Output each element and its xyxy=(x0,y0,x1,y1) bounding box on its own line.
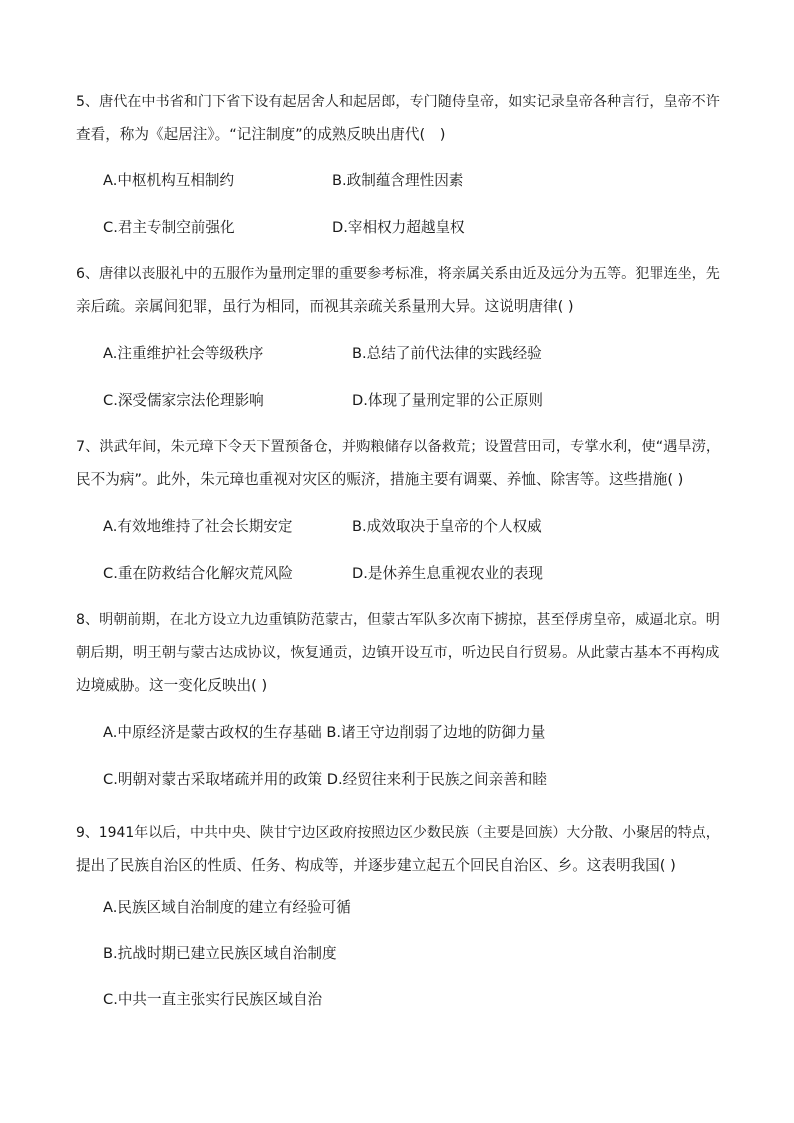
option-d: D.宰相权力超越皇权 xyxy=(332,219,465,236)
question-stem-line: 提出了民族自治区的性质、任务、构成等，并逐步建立起五个回民自治区、乡。这表明我国( ) xyxy=(76,857,676,874)
option-d: D.体现了量刑定罪的公正原则 xyxy=(352,392,544,409)
option-b: B.成效取决于皇帝的个人权威 xyxy=(352,518,542,535)
question-stem-line: 朝后期，明王朝与蒙古达成协议，恢复通贡，边镇开设互市，听边民自行贸易。从此蒙古基本不再构成 xyxy=(76,645,720,661)
question-stem-line: 民不为病”。此外，朱元璋也重视对灾区的赈济，措施主要有调粟、养恤、除害等。这些措施( ) xyxy=(76,471,684,488)
question-stem-line: 亲后疏。亲属间犯罪，虽行为相同，而视其亲疏关系量刑大异。这说明唐律( ) xyxy=(76,298,574,315)
question-stem-line: 9、1941年以后，中共中央、陕甘宁边区政府按照边区少数民族（主要是回族）大分散、小聚居的特点， xyxy=(76,825,720,841)
option-a: A.民族区域自治制度的建立有经验可循 xyxy=(103,899,351,916)
option-b: B.政制蕴含理性因素 xyxy=(332,172,464,189)
option-c: C.深受儒家宗法伦理影响 xyxy=(103,392,264,409)
option-a: A.有效地维持了社会长期安定 xyxy=(103,518,293,535)
option-c-d: C.明朝对蒙古采取堵疏并用的政策 D.经贸往来利于民族之间亲善和睦 xyxy=(103,771,547,788)
question-stem-line: 7、洪武年间，朱元璋下令天下置预备仓，并购粮储存以备救荒；设置营田司，专掌水利，使“遇旱涝， xyxy=(76,439,721,455)
option-a-b: A.中原经济是蒙古政权的生存基础 B.诸王守边削弱了边地的防御力量 xyxy=(103,724,546,741)
option-a: A.注重维护社会等级秩序 xyxy=(103,345,264,362)
option-b: B.抗战时期已建立民族区域自治制度 xyxy=(103,945,337,962)
question-stem-line: 8、明朝前期，在北方设立九边重镇防范蒙古，但蒙古军队多次南下掳掠，甚至俘虏皇帝，威逼北京。明 xyxy=(76,612,720,628)
option-b: B.总结了前代法律的实践经验 xyxy=(352,345,542,362)
option-d: D.是休养生息重视农业的表现 xyxy=(352,565,544,582)
question-stem-line: 5、唐代在中书省和门下省下设有起居舍人和起居郎，专门随侍皇帝，如实记录皇帝各种言行，皇帝不许 xyxy=(76,94,720,110)
question-stem-line: 6、唐律以丧服礼中的五服作为量刑定罪的重要参考标准，将亲属关系由近及远分为五等。犯罪连坐，先 xyxy=(76,266,720,282)
option-c: C.君主专制空前强化 xyxy=(103,219,235,236)
option-c: C.中共一直主张实行民族区域自治 xyxy=(103,991,323,1008)
question-stem-line: 边境威胁。这一变化反映出( ) xyxy=(76,677,268,694)
question-stem-line: 查看，称为《起居注》。“记注制度”的成熟反映出唐代( ) xyxy=(76,126,446,143)
option-c: C.重在防救结合化解灾荒风险 xyxy=(103,565,293,582)
option-a: A.中枢机构互相制约 xyxy=(103,172,235,189)
